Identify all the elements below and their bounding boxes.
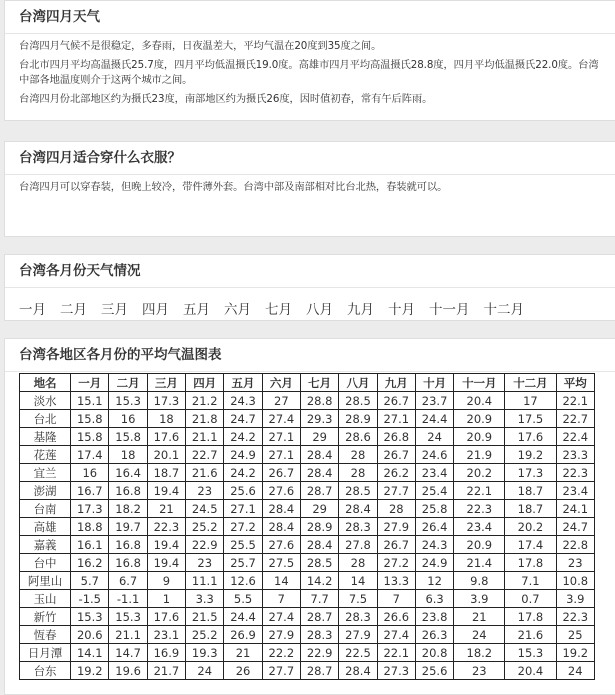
column-header: 十二月 [505, 374, 556, 392]
temperature-cell: 20.4 [454, 392, 505, 410]
table-row [20, 644, 595, 662]
temperature-cell: 6.7 [109, 572, 147, 590]
location-cell: 台南 [20, 500, 71, 518]
temperature-cell: 18.7 [505, 500, 556, 518]
table-row [20, 500, 595, 518]
temperature-cell: 26.3 [415, 626, 453, 644]
temperature-cell: 19.4 [147, 536, 185, 554]
temperature-cell: 28.4 [262, 518, 300, 536]
temperature-cell: 14.2 [301, 572, 339, 590]
column-header: 二月 [109, 374, 147, 392]
temperature-cell: 28.3 [339, 608, 377, 626]
temperature-cell: 24.2 [224, 428, 262, 446]
temperature-cell: 17.5 [505, 410, 556, 428]
table-row [20, 626, 595, 644]
column-header: 九月 [377, 374, 415, 392]
temperature-cell: 19.3 [186, 644, 224, 662]
temperature-cell: 18.7 [147, 464, 185, 482]
temperature-cell: 9.8 [454, 572, 505, 590]
paragraph-clothing: 台湾四月可以穿春装，但晚上较冷，带件薄外套。台湾中部及南部相对比台北热，春装就可以。 [19, 181, 448, 193]
temperature-cell: 28.7 [301, 482, 339, 500]
column-header: 六月 [262, 374, 300, 392]
location-cell: 高雄 [20, 518, 71, 536]
weather-panel-april [4, 0, 615, 121]
table-row [20, 554, 595, 572]
table-row [20, 482, 595, 500]
temperature-cell: 17.6 [147, 608, 185, 626]
temperature-cell: 25.4 [415, 482, 453, 500]
month-link[interactable]: 四月 [142, 302, 169, 318]
temperature-table [19, 373, 595, 680]
paragraph-city-temps: 台北市四月平均高温摄氏25.7度，四月平均低温摄氏19.0度。高雄市四月平均高温摄氏28.8度，四月平均低温摄氏22.0度。台湾中部各地温度则介于这两个城市之间。 [19, 59, 599, 86]
temperature-cell: 16.4 [109, 464, 147, 482]
location-cell: 玉山 [20, 590, 71, 608]
temperature-cell: 20.9 [454, 410, 505, 428]
temperature-cell: 23.1 [147, 626, 185, 644]
temperature-cell: 20.9 [454, 536, 505, 554]
temperature-cell: 27.1 [262, 446, 300, 464]
temperature-cell: 15.3 [71, 608, 109, 626]
month-link[interactable]: 七月 [265, 302, 292, 318]
temperature-cell: 25 [556, 626, 595, 644]
column-header: 十一月 [454, 374, 505, 392]
temperature-cell: 24.3 [415, 536, 453, 554]
temperature-cell: 28.4 [339, 500, 377, 518]
section-title-clothing: 台湾四月适合穿什么衣服？ [19, 150, 181, 166]
paragraph-regional-temps: 台湾四月份北部地区约为摄氏23度，南部地区约为摄氏26度，因时值初春，常有午后阵雨。 [19, 93, 433, 105]
temperature-cell: 18.2 [454, 644, 505, 662]
temperature-cell: 25.6 [224, 482, 262, 500]
temperature-cell: 22.5 [339, 644, 377, 662]
month-link[interactable]: 二月 [60, 302, 87, 318]
temperature-cell: 19.2 [556, 644, 595, 662]
location-cell: 嘉義 [20, 536, 71, 554]
temperature-cell: 20.1 [147, 446, 185, 464]
temperature-cell: 23 [556, 554, 595, 572]
temperature-cell: 19.7 [109, 518, 147, 536]
temperature-cell: 14 [339, 572, 377, 590]
temperature-cell: 26.8 [377, 428, 415, 446]
location-cell: 淡水 [20, 392, 71, 410]
temperature-cell: 27.9 [377, 518, 415, 536]
column-header: 五月 [224, 374, 262, 392]
temperature-cell: 7.7 [301, 590, 339, 608]
temperature-cell: 21.9 [454, 446, 505, 464]
temperature-cell: 25.8 [415, 500, 453, 518]
temperature-cell: 21.4 [454, 554, 505, 572]
column-header: 四月 [186, 374, 224, 392]
temperature-cell: 28.5 [339, 392, 377, 410]
table-row [20, 392, 595, 410]
temperature-cell: 27.6 [262, 536, 300, 554]
temperature-cell: 23.8 [415, 608, 453, 626]
location-cell: 恆春 [20, 626, 71, 644]
temperature-cell: 6.3 [415, 590, 453, 608]
table-row [20, 536, 595, 554]
temperature-cell: 15.8 [71, 410, 109, 428]
temperature-cell: 24 [556, 662, 595, 680]
temperature-cell: 17.6 [505, 428, 556, 446]
temperature-cell: 23 [186, 554, 224, 572]
temperature-cell: 10.8 [556, 572, 595, 590]
temperature-cell: 28 [339, 446, 377, 464]
temperature-cell: 12 [415, 572, 453, 590]
temperature-cell: 20.4 [505, 662, 556, 680]
column-header: 八月 [339, 374, 377, 392]
temperature-cell: 3.9 [454, 590, 505, 608]
temperature-cell: 18 [109, 446, 147, 464]
temperature-cell: 20.8 [415, 644, 453, 662]
temperature-cell: -1.5 [71, 590, 109, 608]
temperature-cell: 17.4 [505, 536, 556, 554]
temperature-cell: 22.1 [556, 392, 595, 410]
location-cell: 台中 [20, 554, 71, 572]
temperature-cell: 21.2 [186, 392, 224, 410]
temperature-cell: 27.3 [377, 662, 415, 680]
temperature-cell: 17.3 [147, 392, 185, 410]
temperature-cell: 23.4 [415, 464, 453, 482]
temperature-cell: 25.6 [415, 662, 453, 680]
month-link[interactable]: 十二月 [483, 302, 524, 318]
temperature-cell: 28.5 [339, 482, 377, 500]
temperature-cell: 22.7 [186, 446, 224, 464]
temperature-cell: 21.1 [186, 428, 224, 446]
temperature-cell: 24.3 [224, 392, 262, 410]
temperature-cell: 28.7 [301, 662, 339, 680]
temperature-cell: 28.4 [301, 464, 339, 482]
temperature-cell: 29 [301, 428, 339, 446]
temperature-cell: 15.3 [109, 392, 147, 410]
temperature-cell: 25.2 [186, 626, 224, 644]
location-cell: 台北 [20, 410, 71, 428]
temperature-cell: 17.8 [505, 554, 556, 572]
location-cell: 阿里山 [20, 572, 71, 590]
temperature-cell: 7 [377, 590, 415, 608]
table-row [20, 410, 595, 428]
temperature-cell: 28.3 [339, 518, 377, 536]
temperature-cell: 24.4 [224, 608, 262, 626]
temperature-cell: 16.8 [109, 536, 147, 554]
temperature-cell: 21.5 [186, 608, 224, 626]
temperature-cell: 27.4 [262, 410, 300, 428]
temperature-cell: 24.6 [415, 446, 453, 464]
temperature-cell: 26.2 [377, 464, 415, 482]
table-row [20, 572, 595, 590]
temperature-cell: 26.7 [377, 392, 415, 410]
temperature-cell: 27.1 [262, 428, 300, 446]
month-links [5, 288, 615, 318]
temperature-cell: 3.3 [186, 590, 224, 608]
temperature-cell: 11.1 [186, 572, 224, 590]
month-link[interactable]: 三月 [101, 302, 128, 318]
temperature-cell: 7.1 [505, 572, 556, 590]
temperature-cell: 17.8 [505, 608, 556, 626]
temperature-cell: 24 [186, 662, 224, 680]
temperature-cell: 14.1 [71, 644, 109, 662]
temperature-cell: 12.6 [224, 572, 262, 590]
location-cell: 澎湖 [20, 482, 71, 500]
temperature-cell: 27.2 [224, 518, 262, 536]
monthly-weather-panel [4, 254, 615, 321]
temperature-cell: 22.9 [186, 536, 224, 554]
temperature-cell: 27.8 [339, 536, 377, 554]
temperature-cell: 9 [147, 572, 185, 590]
temperature-cell: 7.5 [339, 590, 377, 608]
temperature-cell: 26.9 [224, 626, 262, 644]
temperature-cell: 18.2 [109, 500, 147, 518]
temperature-cell: 26.7 [377, 536, 415, 554]
temperature-cell: 28.4 [339, 662, 377, 680]
temperature-cell: 27.6 [262, 482, 300, 500]
temperature-cell: 27.9 [262, 626, 300, 644]
temperature-cell: 23.7 [415, 392, 453, 410]
table-row [20, 608, 595, 626]
temperature-cell: 19.4 [147, 554, 185, 572]
temperature-cell: 21.6 [186, 464, 224, 482]
column-header: 三月 [147, 374, 185, 392]
temperature-cell: 15.8 [109, 428, 147, 446]
temperature-cell: 24 [415, 428, 453, 446]
temperature-cell: 23.3 [556, 446, 595, 464]
temperature-cell: 22.1 [454, 482, 505, 500]
temperature-cell: 22.1 [377, 644, 415, 662]
table-row [20, 428, 595, 446]
temperature-cell: 22.8 [556, 536, 595, 554]
temperature-cell: 24 [454, 626, 505, 644]
temperature-cell: 25.7 [224, 554, 262, 572]
temperature-cell: 15.1 [71, 392, 109, 410]
temperature-cell: 20.2 [505, 518, 556, 536]
temperature-cell: 25.5 [224, 536, 262, 554]
temperature-cell: 27.4 [262, 608, 300, 626]
temperature-cell: 13.3 [377, 572, 415, 590]
temperature-cell: 16.7 [71, 482, 109, 500]
temperature-cell: 28 [339, 554, 377, 572]
location-cell: 花莲 [20, 446, 71, 464]
temperature-cell: 24.1 [556, 500, 595, 518]
column-header: 平均 [556, 374, 595, 392]
month-link[interactable]: 九月 [347, 302, 374, 318]
paragraph-climate: 台湾四月气候不是很稳定，多春雨，日夜温差大，平均气温在20度到35度之间。 [19, 40, 382, 52]
table-row [20, 590, 595, 608]
column-header: 七月 [301, 374, 339, 392]
temperature-cell: 16 [109, 410, 147, 428]
column-header: 地名 [20, 374, 71, 392]
temperature-cell: 24.7 [224, 410, 262, 428]
temperature-cell: 14.7 [109, 644, 147, 662]
temperature-cell: 23.4 [454, 518, 505, 536]
temperature-cell: 21.7 [147, 662, 185, 680]
month-link[interactable]: 八月 [306, 302, 333, 318]
temperature-cell: 26.7 [377, 446, 415, 464]
temperature-cell: 16.1 [71, 536, 109, 554]
temperature-cell: 15.8 [71, 428, 109, 446]
temperature-cell: 28 [377, 500, 415, 518]
temperature-cell: 22.4 [556, 428, 595, 446]
section-title-april-weather: 台湾四月天气 [19, 9, 100, 25]
temperature-cell: 28.5 [301, 554, 339, 572]
temperature-cell: -1.1 [109, 590, 147, 608]
temperature-cell: 27.7 [262, 662, 300, 680]
temperature-cell: 1 [147, 590, 185, 608]
temperature-cell: 27.1 [224, 500, 262, 518]
temperature-cell: 22.3 [556, 608, 595, 626]
section-title-monthly-weather: 台湾各月份天气情况 [19, 263, 141, 279]
table-header-row [20, 374, 595, 392]
month-link[interactable]: 十月 [388, 302, 415, 318]
temperature-cell: 5.5 [224, 590, 262, 608]
location-cell: 宜兰 [20, 464, 71, 482]
temperature-cell: 20.2 [454, 464, 505, 482]
temperature-cell: 29.3 [301, 410, 339, 428]
divider [5, 371, 615, 372]
month-link[interactable]: 六月 [224, 302, 251, 318]
temperature-cell: 22.3 [454, 500, 505, 518]
temperature-cell: 18 [147, 410, 185, 428]
temperature-cell: 24.4 [415, 410, 453, 428]
temperature-cell: 17.3 [71, 500, 109, 518]
temperature-cell: 21 [224, 644, 262, 662]
section-title-temperature-table: 台湾各地区各月份的平均气温图表 [19, 347, 222, 363]
temperature-cell: 28.4 [301, 446, 339, 464]
temperature-cell: 19.4 [147, 482, 185, 500]
temperature-cell: 28.6 [339, 428, 377, 446]
temperature-cell: 21.8 [186, 410, 224, 428]
temperature-cell: 28.3 [301, 626, 339, 644]
temperature-cell: 22.2 [262, 644, 300, 662]
column-header: 一月 [71, 374, 109, 392]
temperature-cell: 23.4 [556, 482, 595, 500]
temperature-cell: 3.9 [556, 590, 595, 608]
month-link[interactable]: 十一月 [429, 302, 470, 318]
temperature-cell: 24.7 [556, 518, 595, 536]
location-cell: 日月潭 [20, 644, 71, 662]
table-row [20, 662, 595, 680]
clothing-panel [4, 141, 615, 237]
table-row [20, 464, 595, 482]
temperature-cell: 5.7 [71, 572, 109, 590]
temperature-cell: 28.4 [301, 536, 339, 554]
temperature-cell: 24.9 [224, 446, 262, 464]
location-cell: 新竹 [20, 608, 71, 626]
temperature-cell: 19.6 [109, 662, 147, 680]
temperature-cell: 19.2 [505, 446, 556, 464]
temperature-cell: 27.7 [377, 482, 415, 500]
temperature-cell: 15.3 [109, 608, 147, 626]
temperature-cell: 27.1 [377, 410, 415, 428]
temperature-cell: 28.4 [262, 500, 300, 518]
temperature-cell: 18.7 [505, 482, 556, 500]
temperature-cell: 17.6 [147, 428, 185, 446]
temperature-cell: 25.2 [186, 518, 224, 536]
temperature-cell: 28.9 [301, 518, 339, 536]
temperature-cell: 22.9 [301, 644, 339, 662]
temperature-cell: 22.3 [556, 464, 595, 482]
temperature-cell: 16.9 [147, 644, 185, 662]
temperature-cell: 27.2 [377, 554, 415, 572]
temperature-cell: 27.4 [377, 626, 415, 644]
temperature-cell: 16 [71, 464, 109, 482]
temperature-cell: 29 [301, 500, 339, 518]
temperature-cell: 26 [224, 662, 262, 680]
temperature-cell: 20.9 [454, 428, 505, 446]
temperature-cell: 17.3 [505, 464, 556, 482]
temperature-cell: 23 [454, 662, 505, 680]
temperature-cell: 27.9 [339, 626, 377, 644]
column-header: 十月 [415, 374, 453, 392]
temperature-cell: 27.5 [262, 554, 300, 572]
temperature-cell: 0.7 [505, 590, 556, 608]
temperature-cell: 22.7 [556, 410, 595, 428]
temperature-cell: 7 [262, 590, 300, 608]
temperature-table-panel [4, 338, 615, 695]
temperature-cell: 14 [262, 572, 300, 590]
temperature-cell: 21 [454, 608, 505, 626]
temperature-cell: 28.9 [339, 410, 377, 428]
temperature-cell: 24.5 [186, 500, 224, 518]
temperature-cell: 24.9 [415, 554, 453, 572]
table-row [20, 446, 595, 464]
month-link[interactable]: 五月 [183, 302, 210, 318]
temperature-cell: 20.6 [71, 626, 109, 644]
temperature-cell: 23 [186, 482, 224, 500]
table-row [20, 518, 595, 536]
temperature-cell: 26.7 [262, 464, 300, 482]
temperature-cell: 19.2 [71, 662, 109, 680]
temperature-cell: 17 [505, 392, 556, 410]
temperature-cell: 26.4 [415, 518, 453, 536]
temperature-cell: 28.8 [301, 392, 339, 410]
temperature-cell: 21.6 [505, 626, 556, 644]
temperature-cell: 26.6 [377, 608, 415, 626]
temperature-cell: 21 [147, 500, 185, 518]
location-cell: 基隆 [20, 428, 71, 446]
temperature-cell: 16.8 [109, 554, 147, 572]
temperature-cell: 16.8 [109, 482, 147, 500]
temperature-cell: 15.3 [505, 644, 556, 662]
month-link[interactable]: 一月 [19, 302, 46, 318]
temperature-cell: 24.2 [224, 464, 262, 482]
temperature-cell: 16.2 [71, 554, 109, 572]
temperature-cell: 28.7 [301, 608, 339, 626]
temperature-cell: 28 [339, 464, 377, 482]
temperature-cell: 17.4 [71, 446, 109, 464]
temperature-cell: 21.1 [109, 626, 147, 644]
temperature-cell: 22.3 [147, 518, 185, 536]
temperature-cell: 18.8 [71, 518, 109, 536]
location-cell: 台东 [20, 662, 71, 680]
temperature-cell: 27 [262, 392, 300, 410]
